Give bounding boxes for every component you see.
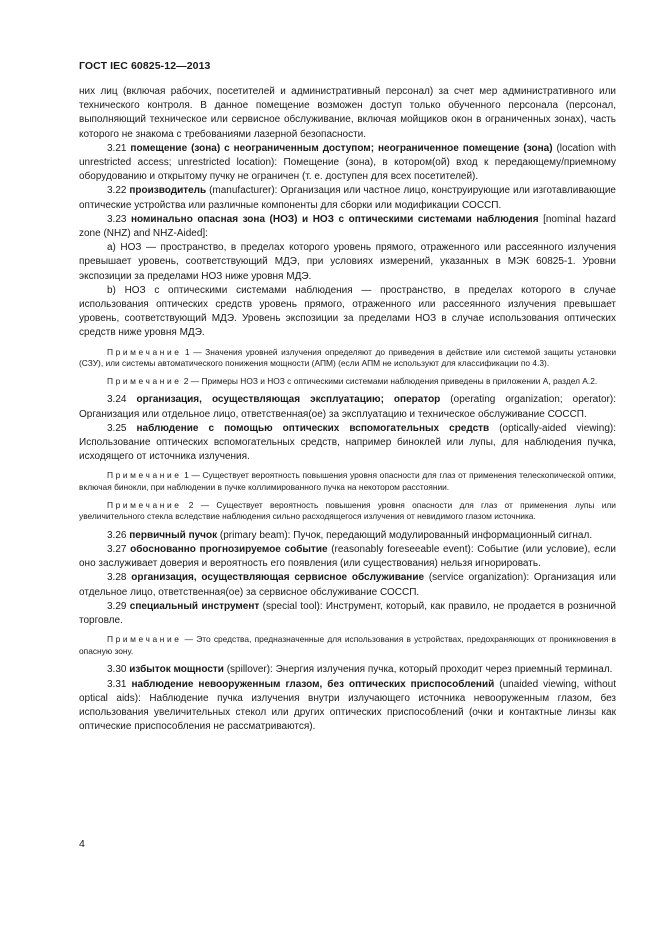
definition-text: (reasonably foreseeable event): Событие (или условие), если оно заслуживает доверия и вероятность его появления (или существования) нельзя игнорировать.: [79, 544, 616, 570]
clause-number: 3.27: [107, 544, 131, 556]
definition-text: (manufacturer): Организация или частное лицо, конструирующие или изготавливающие оптические устройства или различные компоненты для сборки или модификации СОССП.: [79, 185, 616, 211]
definition-3-29: [79, 600, 616, 628]
term: помещение (зона) с неограниченным доступом; неограниченное помещение (зона): [130, 142, 553, 154]
note-text: 2 — Примеры НОЗ и НОЗ с оптическими системами наблюдения приведены в приложении А, раздел А.2.: [181, 375, 598, 386]
definition-3-30: [79, 663, 616, 677]
note-text: 1 — Существует вероятность повышения уровня опасности для глаз от применения телескопической оптики, включая бинокли, при наблюдении в пучке коллимированного пучка на некотором расстоянии.: [79, 470, 616, 493]
term: специальный инструмент: [129, 600, 260, 612]
definition-text: (primary beam): Пучок, передающий модулированный информационный сигнал.: [217, 529, 593, 541]
page-header: ГОСТ IEC 60825-12—2013: [79, 60, 211, 72]
note-3-23-2: [79, 376, 616, 388]
definition-3-22: [79, 184, 616, 212]
note-label: Примечание: [107, 375, 182, 386]
definition-3-23-b: b) НОЗ с оптическими системами наблюдения — пространство, в пределах которого в случае использования оптических средств уровень прямого, отраженного или рассеянного излучения превышает уровень, соответствующий МДЭ. Уровень экспозиции за пределами НОЗ в случае использования оптических средств ниже уровня МДЭ.: [79, 284, 616, 339]
clause-number: 3.30: [107, 664, 130, 676]
definition-3-27: [79, 543, 616, 571]
note-3-25-1: [79, 470, 616, 493]
definition-text: (spillover): Энергия излучения пучка, который проходит через приемный терминал.: [223, 664, 613, 676]
note-3-25-2: [79, 500, 616, 523]
term: избыток мощности: [129, 664, 224, 676]
clause-number: 3.29: [107, 600, 130, 612]
definition-text: (optically-aided viewing): Использование оптических вспомогательных средств, например биноклей или лупы, для наблюдения пучка, исходящего от источника излучения.: [79, 422, 616, 463]
clause-number: 3.23: [107, 213, 131, 225]
note-text: 1 — Значения уровней излучения определяют до приведения в действие или системой защиты установки (СЗУ), или системы автоматического понижения мощности (АПМ) (если АПМ не используют для классификации по 4.3).: [79, 346, 616, 369]
term: производитель: [129, 185, 207, 197]
definition-3-21: [79, 142, 616, 185]
page-number: 4: [79, 838, 85, 850]
definition-3-24: [79, 393, 616, 421]
note-text: 2 — Существует вероятность повышения уровня опасности для глаз от применения лупы или увеличительного стекла вследствие наблюдения сильно расходящегося излучения от невидимого глазом источника.: [79, 499, 616, 522]
paragraph-continuation: них лиц (включая рабочих, посетителей и административный персонал) за счет мер административного или технического контроля. В данное помещение возможен доступ только обученного персонала (персонал, выполняющий техническое или сервисное обслуживание, включая мойщиков окон в ограниченных зонах), часть которого не знакома с требованиями лазерной безопасности.: [79, 86, 616, 140]
definition-text: (special tool): Инструмент, который, как правило, не продается в розничной торговле.: [79, 600, 616, 627]
term: организация, осуществляющая эксплуатацию; оператор: [136, 394, 441, 406]
term: первичный пучок: [129, 529, 218, 541]
term: обоснованно прогнозируемое событие: [130, 544, 328, 556]
definition-text: (service organization): Организация или отдельное лицо, ответственная(ое) за сервисное обслуживание СОССП.: [79, 572, 617, 598]
clause-number: 3.28: [107, 572, 132, 584]
note-label: Примечание: [107, 346, 182, 357]
definition-3-26: [79, 529, 616, 543]
term: наблюдение с помощью оптических вспомогательных средств: [136, 422, 490, 434]
definition-text: (location with unrestricted access; unrestricted location): Помещение (зона), в котором(ой) вход к передающему/приемному оборудованию и открытому пучку не ограничен (т. е. доступен для всех посетителей).: [79, 142, 617, 183]
note-text: — Это средства, предназначенные для использования в устройствах, предохраняющих от проникновения в опасную зону.: [79, 634, 616, 656]
definition-3-23: [79, 213, 616, 241]
clause-number: 3.31: [107, 678, 132, 690]
term: номинально опасная зона (НОЗ) и НОЗ с оптическими системами наблюдения: [131, 213, 539, 225]
note-label: Примечание: [107, 499, 182, 510]
note-3-29: [79, 634, 616, 657]
clause-number: 3.22: [107, 185, 130, 197]
clause-number: 3.21: [107, 142, 131, 154]
definition-3-28: [79, 571, 616, 599]
definition-text: (operating organization; operator): Организация или отдельное лицо, ответственная(ое) за эксплуатацию и техническое обслуживание СОССП.: [79, 394, 616, 420]
definition-text: [nominal hazard zone (NHZ) and NHZ-Aided]:: [79, 213, 616, 240]
clause-number: 3.26: [107, 529, 130, 541]
term: организация, осуществляющая сервисное обслуживание: [131, 572, 425, 584]
clause-number: 3.24: [107, 394, 137, 406]
note-label: Примечание: [107, 634, 182, 645]
definition-3-23-a: а) НОЗ — пространство, в пределах которого уровень прямого, отраженного или рассеянного излучения превышает уровень, соответствующий МДЭ, при условиях измерений, указанных в МЭК 60825-1. Уровни экспозиции за пределами НОЗ ниже уровня МДЭ.: [79, 242, 616, 282]
definition-3-31: [79, 678, 616, 735]
term: наблюдение невооруженным глазом, без оптических приспособлений: [131, 678, 495, 690]
page-content: [79, 85, 616, 734]
definition-3-25: [79, 422, 616, 465]
note-label: Примечание: [107, 470, 182, 481]
definition-text: (unaided viewing, without optical aids): Наблюдение пучка излучения внутри излучающего источника невооруженным глазом, без использования увеличительных стекол или других оптических приспособлений (очки и контактные линзы как оптические приспособления не рассматриваются).: [79, 678, 616, 733]
note-3-23-1: [79, 347, 616, 370]
clause-number: 3.25: [107, 422, 137, 434]
